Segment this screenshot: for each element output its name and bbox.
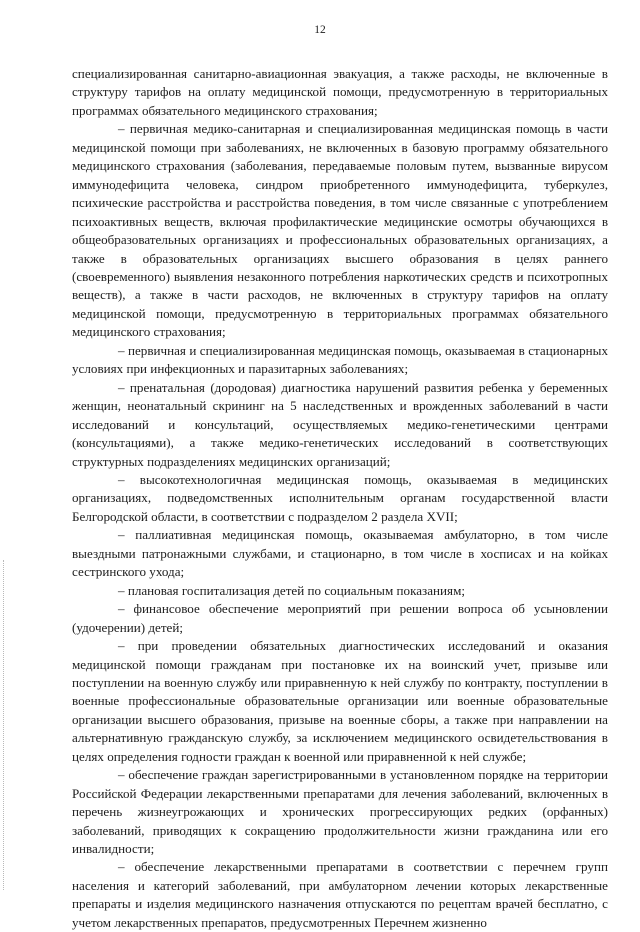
page-number: 12 <box>314 24 326 36</box>
scan-edge-marks <box>3 560 10 890</box>
list-item-planned-hospitalization: – плановая госпитализация детей по социальным показаниям; <box>118 582 465 598</box>
list-item-high-tech-care: – высокотехнологичная медицинская помощь, оказываемая в медицинских организациях, подведомственных исполнительным органам государственной власти Белгородской области, в соответствии с подразделом 2 раздела XVII; <box>72 471 608 524</box>
document-body <box>72 65 608 932</box>
list-item-primary-specialized-care: – первичная медико-санитарная и специализированная медицинская помощь в части медицинской помощи при заболеваниях, не включенных в базовую программу обязательного медицинского страхования (заболевания, передаваемые половым путем, вызванные вирусом иммунодефицита человека, синдром приобретенного иммунодефицита, туберкулез, психические расстройства и расстройства поведения, в том числе связанные с употреблением психоактивных веществ, включая профилактические медицинские осмотры обучающихся в общеобразовательных организациях и профессиональных образовательных организациях, а также в образовательных организациях высшего образования в целях раннего (своевременного) выявления незаконного потребления наркотических средств и психотропных веществ), а также в части расходов, не включенных в структуру тарифов на оплату медицинской помощи, предусмотренную в территориальных программах обязательного медицинского страхования; <box>72 121 608 340</box>
list-item-free-prescriptions: – обеспечение лекарственными препаратами в соответствии с перечнем групп населения и категорий заболеваний, при амбулаторном лечении которых лекарственные препараты и изделия медицинского назначения отпускаются по рецептам врачей бесплатно, с учетом лекарственных препаратов, предусмотренных Перечнем жизненно <box>72 859 608 930</box>
list-item-orphan-diseases-drugs: – обеспечение граждан зарегистрированными в установленном порядке на территории Российской Федерации лекарственными препаратами для лечения заболеваний, включенных в перечень жизнеугрожающих и хронических прогрессирующих редких (орфанных) заболеваний, приводящих к сокращению продолжительности жизни гражданина или его инвалидности; <box>72 767 608 857</box>
paragraph-continuation: специализированная санитарно-авиационная эвакуация, а также расходы, не включенные в структуру тарифов на оплату медицинской помощи, предусмотренную в территориальных программах обязательного медицинского страхования; <box>72 66 608 118</box>
list-item-palliative-care: – паллиативная медицинская помощь, оказываемая амбулаторно, в том числе выездными патронажными службами, и стационарно, в том числе в хосписах и на койках сестринского ухода; <box>72 527 608 580</box>
list-item-military-registration-exams: – при проведении обязательных диагностических исследований и оказания медицинской помощи гражданам при постановке их на воинский учет, призыве или поступлении на военную службу или приравненную к ней службу по контракту, поступлении в военные профессиональные образовательные организации или военные образовательные организации высшего образования, призыве на военные сборы, а также при направлении на альтернативную гражданскую службу, за исключением медицинского освидетельствования в целях определения годности граждан к военной или приравненной к ней службе; <box>72 638 608 764</box>
list-item-prenatal-diagnostics: – пренатальная (дородовая) диагностика нарушений развития ребенка у беременных женщин, неонатальный скрининг на 5 наследственных и врожденных заболеваний в части исследований и консультаций, осуществляемых медико-генетическими центрами (консультациями), а также медико-генетических исследований в соответствующих структурных подразделениях медицинских организаций; <box>72 379 608 469</box>
list-item-adoption-funding: – финансовое обеспечение мероприятий при решении вопроса об усыновлении (удочерении) детей; <box>72 601 608 635</box>
list-item-infectious-inpatient-care: – первичная и специализированная медицинская помощь, оказываемая в стационарных условиях при инфекционных и паразитарных заболеваниях; <box>72 342 608 377</box>
